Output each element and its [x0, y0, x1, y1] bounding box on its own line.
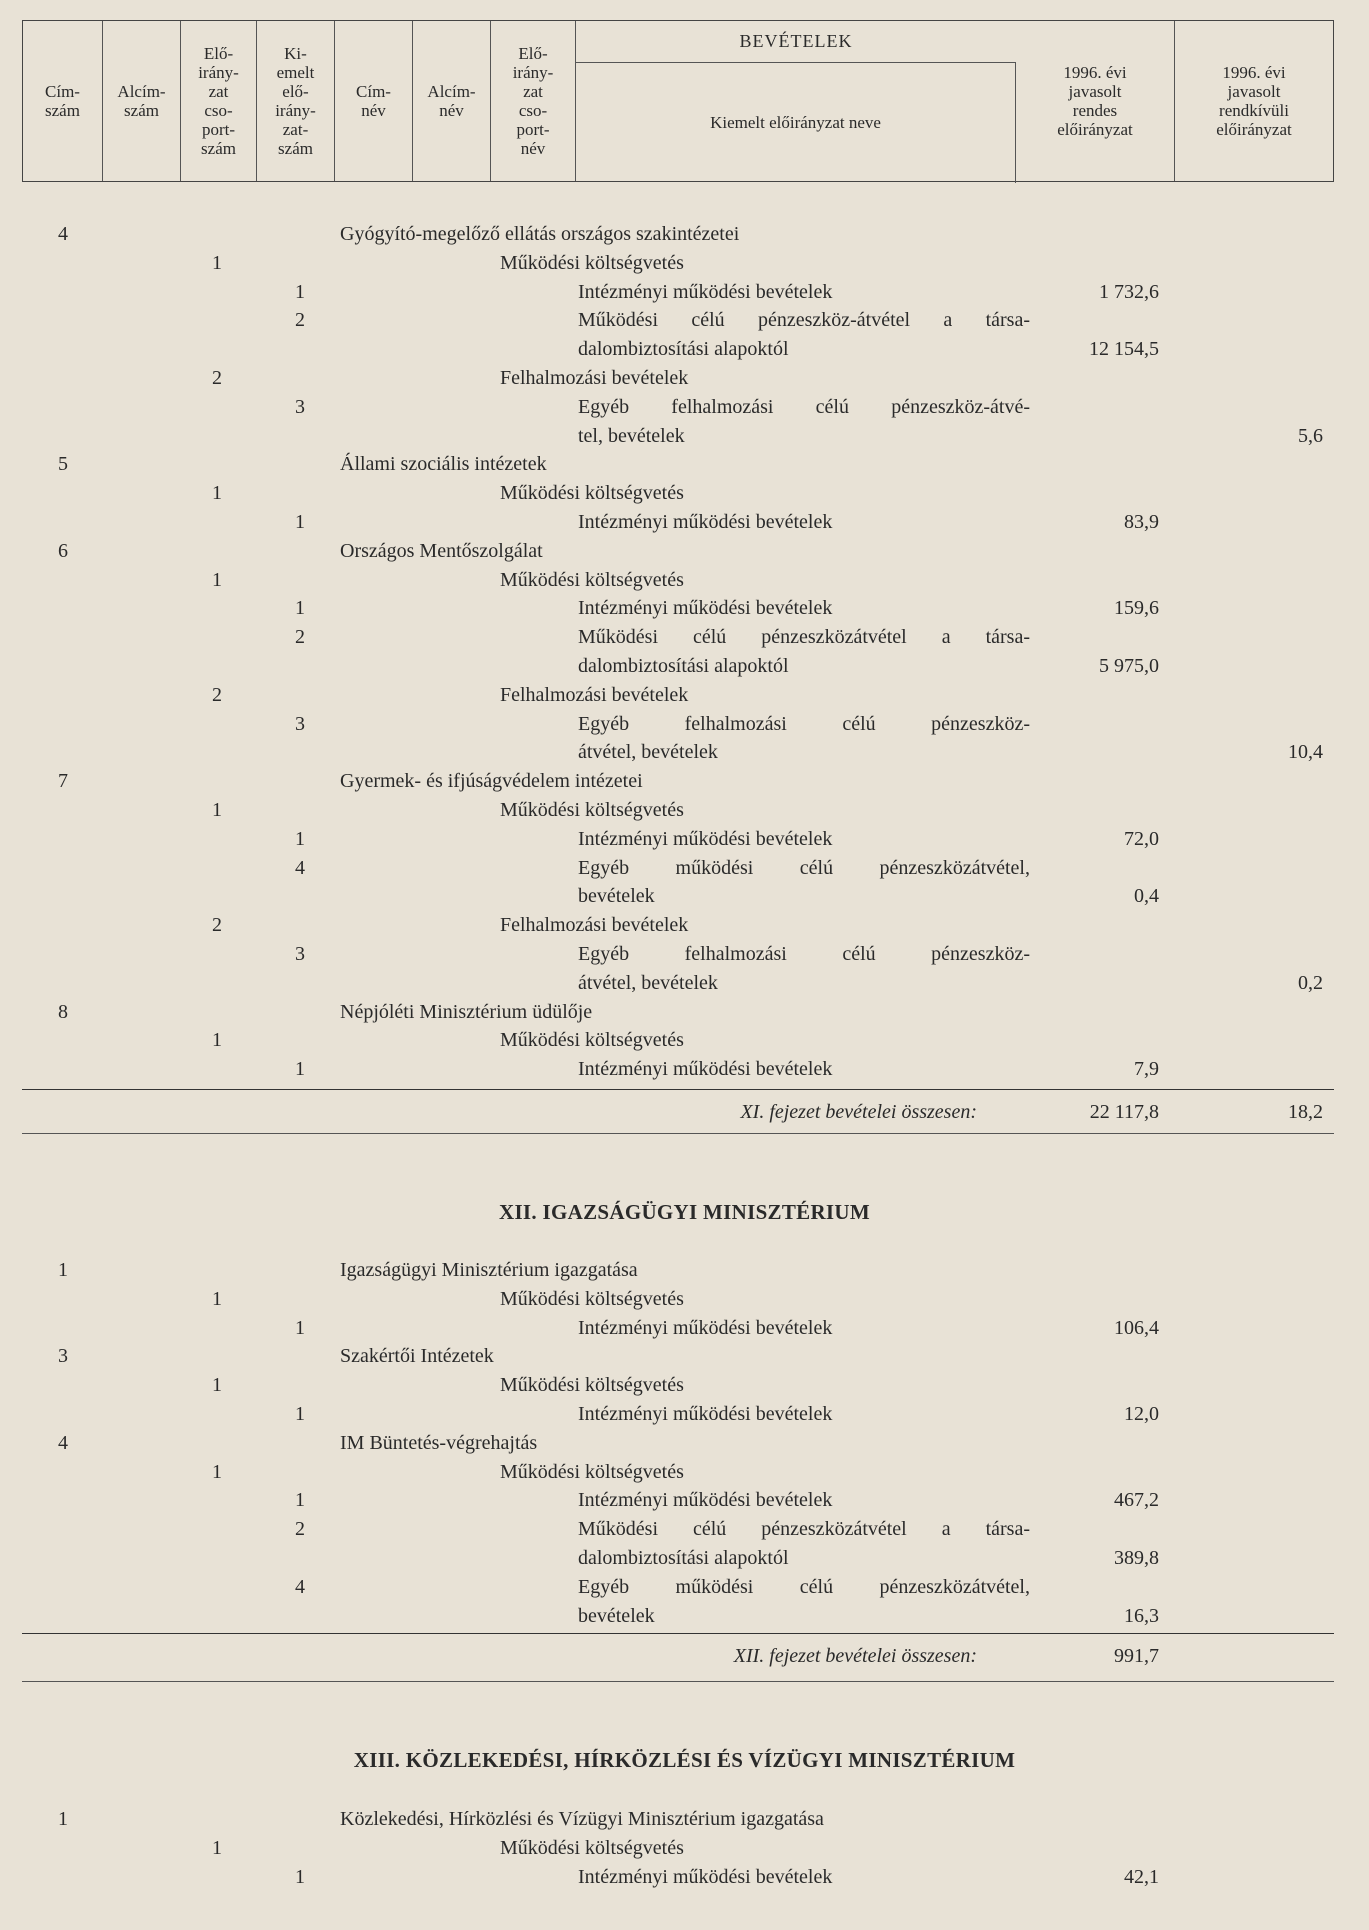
eloiranyzat-group-name: Működési költségvetés [500, 1029, 684, 1052]
alcim-number: 1 [212, 1029, 222, 1052]
table-row [0, 1602, 1369, 1630]
table-row [0, 278, 1369, 306]
kiemelt-eloiranyzat-name: bevételek [578, 1604, 655, 1627]
table-row [0, 882, 1369, 910]
section-xii-total-row [0, 1640, 1369, 1672]
kiemelt-number: 1 [295, 511, 305, 533]
kiemelt-eloiranyzat-name: Intézményi működési bevételek [578, 1865, 833, 1888]
table-row [0, 854, 1369, 882]
eloiranyzat-group-name: Működési költségvetés [500, 1374, 684, 1397]
kiemelt-number: 1 [295, 597, 305, 620]
kiemelt-eloiranyzat-name: Intézményi működési bevételek [578, 511, 833, 533]
table-row [0, 1055, 1369, 1083]
header-kiemelt-eloiranyzat-szam: Ki- emelt elő- irány- zat- szám [257, 21, 335, 181]
table-row [0, 710, 1369, 738]
rendes-value: 7,9 [1134, 1058, 1159, 1081]
table-row [0, 479, 1369, 507]
kiemelt-number: 2 [295, 626, 305, 649]
kiemelt-number: 3 [295, 712, 305, 735]
kiemelt-eloiranyzat-name: dalombiztosítási alapoktól [578, 1547, 789, 1569]
table-row [0, 940, 1369, 968]
table-row [0, 508, 1369, 536]
kiemelt-number: 4 [295, 856, 305, 879]
kiemelt-number: 2 [295, 309, 305, 332]
cim-number: 4 [58, 1431, 68, 1454]
rendes-value: 12 154,5 [1089, 338, 1159, 361]
kiemelt-eloiranyzat-name: Működési célú pénzeszközátvétel a társa- [578, 1518, 1030, 1541]
column-header-table [22, 20, 1334, 182]
alcim-number: 1 [212, 568, 222, 591]
kiemelt-eloiranyzat-name: bevételek [578, 885, 655, 908]
rendes-value: 106,4 [1114, 1316, 1159, 1339]
kiemelt-eloiranyzat-name: Működési célú pénzeszközátvétel a társa- [578, 626, 1030, 649]
table-row [0, 825, 1369, 853]
cim-name: Igazságügyi Minisztérium igazgatása [340, 1259, 638, 1281]
kiemelt-eloiranyzat-name: Egyéb felhalmozási célú pénzeszköz- [578, 943, 1030, 965]
rendes-value: 467,2 [1114, 1489, 1159, 1512]
cim-name: Gyermek- és ifjúságvédelem intézetei [340, 770, 643, 793]
cim-name: Állami szociális intézetek [340, 453, 547, 476]
eloiranyzat-group-name: Működési költségvetés [500, 568, 684, 591]
table-row [0, 1285, 1369, 1313]
kiemelt-eloiranyzat-name: Intézményi működési bevételek [578, 827, 833, 850]
table-row [0, 1429, 1369, 1457]
kiemelt-eloiranyzat-name: Intézményi működési bevételek [578, 1316, 833, 1339]
kiemelt-number: 1 [295, 280, 305, 303]
kiemelt-number: 1 [295, 1058, 305, 1081]
table-row [0, 623, 1369, 651]
cim-number: 7 [58, 770, 68, 793]
total-rendes-value: 991,7 [1114, 1645, 1159, 1667]
table-row [0, 450, 1369, 478]
table-row [0, 594, 1369, 622]
kiemelt-eloiranyzat-name: dalombiztosítási alapoktól [578, 655, 789, 677]
table-row [0, 566, 1369, 594]
kiemelt-number: 3 [295, 943, 305, 965]
rendes-value: 0,4 [1134, 885, 1159, 908]
alcim-number: 1 [212, 251, 222, 274]
table-row [0, 796, 1369, 824]
table-row [0, 1400, 1369, 1428]
divider [22, 1633, 1334, 1634]
kiemelt-eloiranyzat-name: Intézményi működési bevételek [578, 1489, 833, 1512]
rendes-value: 42,1 [1124, 1865, 1159, 1888]
cim-number: 8 [58, 1000, 68, 1023]
rendes-value: 72,0 [1124, 827, 1159, 850]
cim-number: 3 [58, 1345, 68, 1368]
table-row [0, 1371, 1369, 1399]
eloiranyzat-group-name: Felhalmozási bevételek [500, 914, 689, 937]
header-kiemelt-eloiranyzat-neve: Kiemelt előirányzat neve [576, 63, 1016, 183]
eloiranyzat-group-name: Működési költségvetés [500, 482, 684, 505]
header-cimnev: Cím- név [335, 21, 413, 181]
kiemelt-eloiranyzat-name: dalombiztosítási alapoktól [578, 338, 789, 361]
table-row [0, 1458, 1369, 1486]
kiemelt-eloiranyzat-name: Intézményi működési bevételek [578, 1403, 833, 1425]
cim-name: Szakértői Intézetek [340, 1345, 494, 1368]
cim-number: 1 [58, 1259, 68, 1281]
rendes-value: 83,9 [1124, 511, 1159, 533]
section-xiii-title: XIII. KÖZLEKEDÉSI, HÍRKÖZLÉSI ÉS VÍZÜGYI MINISZTÉRIUM [353, 1748, 1016, 1772]
table-row [0, 911, 1369, 939]
rendkivuli-value: 10,4 [1288, 741, 1323, 764]
alcim-number: 2 [212, 367, 222, 389]
cim-name: IM Büntetés-végrehajtás [340, 1431, 538, 1454]
cim-name: Közlekedési, Hírközlési és Vízügyi Minisztérium igazgatása [340, 1808, 824, 1830]
table-row [0, 393, 1369, 421]
kiemelt-eloiranyzat-name: Intézményi működési bevételek [578, 1058, 833, 1081]
rendkivuli-value: 0,2 [1298, 971, 1323, 994]
table-row [0, 335, 1369, 363]
cim-name: Országos Mentőszolgálat [340, 539, 543, 562]
eloiranyzat-group-name: Felhalmozási bevételek [500, 367, 689, 389]
table-row [0, 1544, 1369, 1572]
table-row [0, 1314, 1369, 1342]
kiemelt-eloiranyzat-name: Működési célú pénzeszköz-átvétel a társa- [578, 309, 1030, 332]
kiemelt-number: 4 [295, 1575, 305, 1598]
cim-number: 6 [58, 539, 68, 562]
table-row [0, 364, 1369, 392]
table-row [0, 998, 1369, 1026]
table-row [0, 249, 1369, 277]
eloiranyzat-group-name: Működési költségvetés [500, 251, 684, 274]
eloiranyzat-group-name: Működési költségvetés [500, 1287, 684, 1310]
table-row [0, 1805, 1369, 1833]
cim-name: Népjóléti Minisztérium üdülője [340, 1000, 593, 1023]
kiemelt-eloiranyzat-name: Egyéb működési célú pénzeszközátvétel, [578, 856, 1030, 879]
kiemelt-number: 1 [295, 1316, 305, 1339]
section-xi-total-row [0, 1096, 1369, 1128]
alcim-number: 2 [212, 914, 222, 937]
table-row [0, 1486, 1369, 1514]
kiemelt-eloiranyzat-name: Intézményi működési bevételek [578, 597, 833, 620]
table-row [0, 1515, 1369, 1543]
table-row [0, 1342, 1369, 1370]
alcim-number: 1 [212, 1460, 222, 1483]
alcim-number: 1 [212, 1836, 222, 1859]
table-row [0, 969, 1369, 997]
table-row [0, 537, 1369, 565]
divider [22, 1133, 1334, 1134]
rendes-value: 159,6 [1114, 597, 1159, 620]
table-row [0, 306, 1369, 334]
rendes-value: 12,0 [1124, 1403, 1159, 1425]
divider [22, 1089, 1334, 1090]
table-row [0, 738, 1369, 766]
kiemelt-number: 1 [295, 1489, 305, 1512]
header-rendes-eloiranyzat: 1996. évi javasolt rendes előirányzat [1016, 21, 1175, 181]
table-row [0, 767, 1369, 795]
header-bevetelek: BEVÉTELEK [576, 21, 1016, 63]
alcim-number: 2 [212, 683, 222, 706]
kiemelt-eloiranyzat-name: Intézményi működési bevételek [578, 280, 833, 303]
kiemelt-number: 3 [295, 395, 305, 418]
section-xii-title: XII. IGAZSÁGÜGYI MINISZTÉRIUM [498, 1200, 870, 1224]
header-eloiranyzat-csoport-nev: Elő- irány- zat cso- port- név [491, 21, 576, 181]
kiemelt-eloiranyzat-name: átvétel, bevételek [578, 741, 718, 764]
kiemelt-eloiranyzat-name: Egyéb felhalmozási célú pénzeszköz-átvé- [578, 395, 1030, 418]
rendes-value: 1 732,6 [1099, 280, 1159, 303]
total-rendes-value: 22 117,8 [1089, 1101, 1159, 1123]
header-cimszam: Cím- szám [23, 21, 103, 181]
kiemelt-eloiranyzat-name: tel, bevételek [578, 424, 685, 447]
table-row [0, 1256, 1369, 1284]
table-row [0, 220, 1369, 248]
rendes-value: 16,3 [1124, 1604, 1159, 1627]
kiemelt-eloiranyzat-name: Egyéb működési célú pénzeszközátvétel, [578, 1575, 1030, 1598]
eloiranyzat-group-name: Felhalmozási bevételek [500, 683, 689, 706]
alcim-number: 1 [212, 799, 222, 821]
header-eloiranyzat-csoport-szam: Elő- irány- zat cso- port- szám [181, 21, 257, 181]
table-row [0, 681, 1369, 709]
table-row [0, 1026, 1369, 1054]
table-row [0, 1863, 1369, 1891]
rendes-value: 5 975,0 [1099, 655, 1159, 677]
cim-number: 5 [58, 453, 68, 476]
divider [22, 1681, 1334, 1682]
header-alcimszam: Alcím- szám [103, 21, 181, 181]
eloiranyzat-group-name: Működési költségvetés [500, 799, 684, 821]
table-row [0, 422, 1369, 450]
kiemelt-eloiranyzat-name: Egyéb felhalmozási célú pénzeszköz- [578, 712, 1030, 735]
cim-name: Gyógyító-megelőző ellátás országos szakintézetei [340, 223, 740, 245]
rendes-value: 389,8 [1114, 1547, 1159, 1569]
table-row [0, 652, 1369, 680]
cim-number: 1 [58, 1808, 68, 1830]
header-alcimnev: Alcím- név [413, 21, 491, 181]
cim-number: 4 [58, 223, 68, 245]
total-label: XI. fejezet bevételei összesen: [740, 1101, 977, 1123]
kiemelt-number: 2 [295, 1518, 305, 1541]
kiemelt-number: 1 [295, 1403, 305, 1425]
rendkivuli-value: 5,6 [1298, 424, 1323, 447]
table-row [0, 1834, 1369, 1862]
eloiranyzat-group-name: Működési költségvetés [500, 1460, 684, 1483]
kiemelt-number: 1 [295, 827, 305, 850]
table-row [0, 1573, 1369, 1601]
alcim-number: 1 [212, 1287, 222, 1310]
header-rendkivuli-eloiranyzat: 1996. évi javasolt rendkívüli előirányzat [1216, 63, 1292, 139]
alcim-number: 1 [212, 482, 222, 505]
kiemelt-eloiranyzat-name: átvétel, bevételek [578, 971, 718, 994]
alcim-number: 1 [212, 1374, 222, 1397]
kiemelt-number: 1 [295, 1865, 305, 1888]
eloiranyzat-group-name: Működési költségvetés [500, 1836, 684, 1859]
total-rendkivuli-value: 18,2 [1288, 1101, 1323, 1123]
total-label: XII. fejezet bevételei összesen: [733, 1645, 977, 1667]
